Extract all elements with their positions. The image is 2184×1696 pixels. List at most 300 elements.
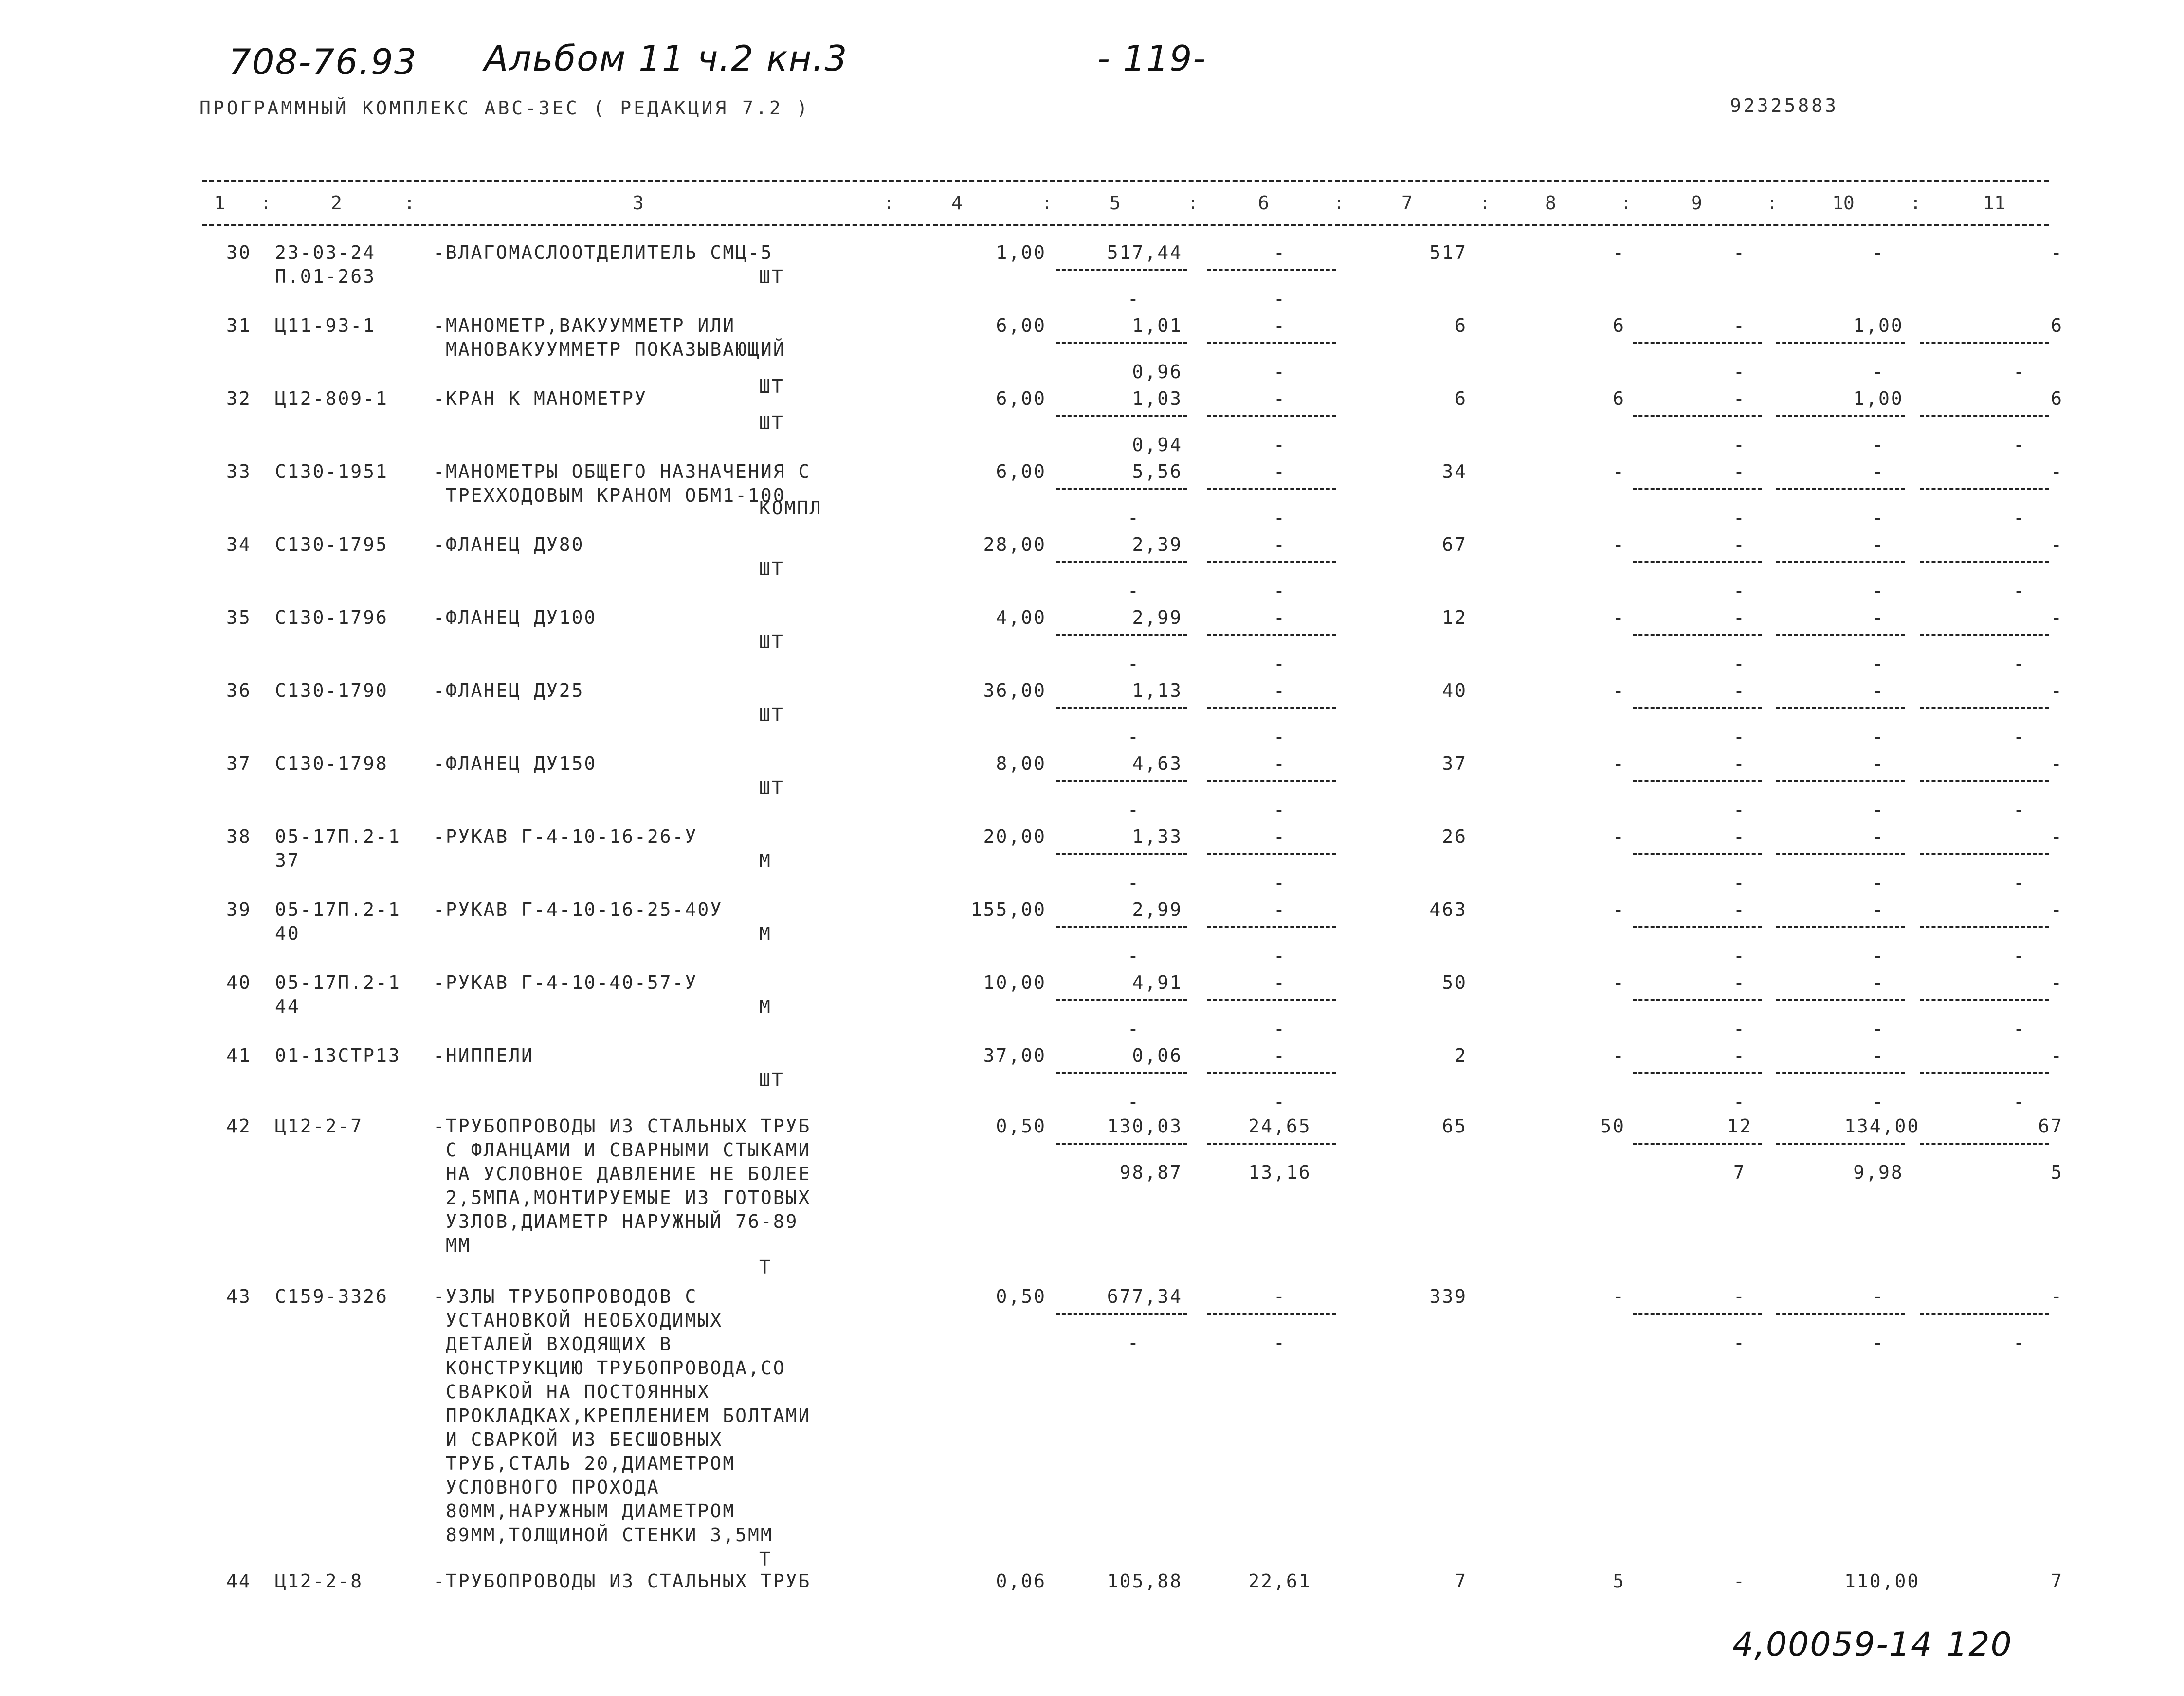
table-row	[0, 1044, 2184, 1112]
cell-underline	[1207, 488, 1336, 490]
col9-sub-value: -	[1733, 507, 1746, 529]
item-name: -ТРУБОПРОВОДЫ ИЗ СТАЛЬНЫХ ТРУБ	[433, 1570, 811, 1592]
col-sep: :	[1620, 192, 1632, 214]
col-header-10: 10	[1832, 192, 1855, 214]
col5-sub-value: -	[1128, 507, 1140, 529]
col6-value: -	[1274, 680, 1286, 701]
col10-sub-value: -	[1872, 1332, 1885, 1353]
cell-underline	[1920, 634, 2049, 636]
unit-label: Т	[759, 1549, 772, 1570]
col5-sub-value: -	[1128, 1091, 1140, 1112]
col6-value: -	[1274, 1045, 1286, 1066]
col6-sub-value: -	[1274, 434, 1286, 456]
table-row	[0, 971, 2184, 1039]
quantity: 36,00	[983, 680, 1046, 701]
col10-value: -	[1872, 826, 1885, 847]
table-row	[0, 387, 2184, 455]
col5-value: 130,03	[1107, 1115, 1183, 1137]
col6-value: -	[1274, 242, 1286, 263]
cell-underline	[1776, 634, 1905, 636]
col10-value: -	[1872, 534, 1885, 555]
rate-code: 01-13СТР13	[275, 1045, 401, 1066]
col11-value: -	[2051, 1286, 2063, 1307]
col9-value: -	[1733, 1045, 1746, 1066]
col10-value: -	[1872, 1045, 1885, 1066]
col9-value: -	[1733, 534, 1746, 555]
col9-sub-value: -	[1733, 580, 1746, 602]
cell-underline	[1207, 269, 1336, 271]
col8-value: -	[1613, 826, 1625, 847]
col8-value: 50	[1600, 1115, 1625, 1137]
col-header-8: 8	[1545, 192, 1556, 214]
col9-value: -	[1733, 388, 1746, 409]
row-number: 33	[226, 461, 252, 482]
col6-sub-value: -	[1274, 580, 1286, 602]
cell-underline	[1207, 561, 1336, 563]
col5-sub-value: -	[1128, 288, 1140, 310]
col10-value: 1,00	[1853, 388, 1904, 409]
col6-sub-value: -	[1274, 799, 1286, 821]
table-row	[0, 533, 2184, 601]
col-sep: :	[1041, 192, 1053, 214]
col5-value: 4,63	[1132, 753, 1183, 774]
unit-label: ШТ	[759, 376, 784, 397]
col9-sub-value: -	[1733, 1018, 1746, 1039]
col7-value: 6	[1455, 388, 1467, 409]
row-number: 42	[226, 1115, 252, 1137]
unit-label: ШТ	[759, 777, 784, 799]
col5-sub-value: -	[1128, 726, 1140, 748]
cell-underline	[1207, 707, 1336, 709]
col11-value: 67	[2038, 1115, 2063, 1137]
cell-underline	[1920, 1313, 2049, 1315]
footer-stamp: 4,00059-14	[1732, 1625, 1933, 1664]
cell-underline	[1920, 415, 2049, 417]
col10-value: -	[1872, 899, 1885, 920]
cell-underline	[1207, 415, 1336, 417]
col5-sub-value: -	[1128, 653, 1140, 675]
album-label: Альбом 11 ч.2 кн.3	[484, 38, 848, 79]
cell-underline	[1633, 1313, 1762, 1315]
col11-sub-value: 5	[2051, 1162, 2063, 1183]
unit-label: М	[759, 850, 772, 872]
col9-sub-value: -	[1733, 653, 1746, 675]
col7-value: 50	[1442, 972, 1467, 993]
col6-sub-value: -	[1274, 1091, 1286, 1112]
cell-underline	[1207, 634, 1336, 636]
col9-value: -	[1733, 826, 1746, 847]
col7-value: 517	[1429, 242, 1467, 263]
col11-value: -	[2051, 534, 2063, 555]
col6-value: -	[1274, 315, 1286, 336]
cell-underline	[1633, 342, 1762, 344]
rate-code: 05-17П.2-1 37	[275, 826, 401, 871]
item-name: -ТРУБОПРОВОДЫ ИЗ СТАЛЬНЫХ ТРУБ С ФЛАНЦАМИ И СВАРНЫМИ СТЫКАМИ НА УСЛОВНОЕ ДАВЛЕНИЕ НЕ БОЛЕЕ 2,5МПА,МОНТИРУЕМЫЕ ИЗ ГОТОВЫХ УЗЛОВ,ДИАМЕТР НАРУЖНЫЙ 76-89 ММ	[433, 1115, 811, 1256]
col11-value: -	[2051, 607, 2063, 628]
col-header-7: 7	[1401, 192, 1413, 214]
col5-value: 1,01	[1132, 315, 1183, 336]
col7-value: 339	[1429, 1286, 1467, 1307]
col8-value: -	[1613, 534, 1625, 555]
col9-sub-value: -	[1733, 726, 1746, 748]
row-number: 43	[226, 1286, 252, 1307]
col11-sub-value: -	[2013, 945, 2026, 967]
col5-sub-value: 0,94	[1132, 434, 1183, 456]
col10-value: -	[1872, 607, 1885, 628]
unit-label: ШТ	[759, 558, 784, 580]
page-number: - 119-	[1097, 38, 1207, 79]
item-name: -РУКАВ Г-4-10-16-26-У	[433, 826, 698, 847]
col6-value: 22,61	[1248, 1570, 1311, 1592]
col7-value: 2	[1455, 1045, 1467, 1066]
col6-sub-value: -	[1274, 726, 1286, 748]
col6-value: -	[1274, 461, 1286, 482]
cell-underline	[1207, 780, 1336, 782]
quantity: 6,00	[996, 315, 1046, 336]
rate-code: С130-1790	[275, 680, 388, 701]
cell-underline	[1920, 999, 2049, 1001]
col11-value: 7	[2051, 1570, 2063, 1592]
col5-value: 105,88	[1107, 1570, 1183, 1592]
item-name: -ВЛАГОМАСЛООТДЕЛИТЕЛЬ СМЦ-5	[433, 242, 773, 263]
col9-value: -	[1733, 315, 1746, 336]
cell-underline	[1633, 780, 1762, 782]
col9-value: -	[1733, 1286, 1746, 1307]
col5-value: 5,56	[1132, 461, 1183, 482]
col6-sub-value: 13,16	[1248, 1162, 1311, 1183]
cell-underline	[1056, 853, 1187, 855]
quantity: 10,00	[983, 972, 1046, 993]
col-header-1: 1	[214, 192, 225, 214]
table-row	[0, 679, 2184, 747]
col-header-5: 5	[1110, 192, 1121, 214]
col-header-2: 2	[331, 192, 342, 214]
col6-sub-value: -	[1274, 361, 1286, 383]
cell-underline	[1776, 926, 1905, 928]
cell-underline	[1776, 853, 1905, 855]
col8-value: 6	[1613, 315, 1625, 336]
quantity: 6,00	[996, 461, 1046, 482]
col11-value: 6	[2051, 388, 2063, 409]
col10-sub-value: -	[1872, 1018, 1885, 1039]
cell-underline	[1207, 1313, 1336, 1315]
col11-sub-value: -	[2013, 361, 2026, 383]
cell-underline	[1633, 1143, 1762, 1145]
quantity: 0,50	[996, 1115, 1046, 1137]
col10-sub-value: -	[1872, 799, 1885, 821]
col10-value: 134,00	[1844, 1115, 1920, 1137]
item-name: -МАНОМЕТР,ВАКУУММЕТР ИЛИ МАНОВАКУУММЕТР ПОКАЗЫВАЮЩИЙ	[433, 315, 786, 360]
col7-value: 40	[1442, 680, 1467, 701]
cell-underline	[1776, 1143, 1905, 1145]
row-number: 38	[226, 826, 252, 847]
col5-value: 2,39	[1132, 534, 1183, 555]
col6-sub-value: -	[1274, 1018, 1286, 1039]
table-row	[0, 460, 2184, 528]
col8-value: -	[1613, 899, 1625, 920]
unit-label: КОМПЛ	[759, 497, 822, 519]
col-sep: :	[1479, 192, 1491, 214]
col8-value: -	[1613, 680, 1625, 701]
col5-sub-value: -	[1128, 580, 1140, 602]
col9-value: -	[1733, 899, 1746, 920]
col11-sub-value: -	[2013, 799, 2026, 821]
col-header-9: 9	[1691, 192, 1702, 214]
col9-value: -	[1733, 242, 1746, 263]
col7-value: 34	[1442, 461, 1467, 482]
col10-sub-value: -	[1872, 507, 1885, 529]
item-name: -ФЛАНЕЦ ДУ100	[433, 607, 597, 628]
col9-sub-value: -	[1733, 361, 1746, 383]
col6-value: 24,65	[1248, 1115, 1311, 1137]
cell-underline	[1776, 1313, 1905, 1315]
rate-code: Ц11-93-1	[275, 315, 376, 336]
col6-value: -	[1274, 1286, 1286, 1307]
quantity: 28,00	[983, 534, 1046, 555]
cell-underline	[1920, 488, 2049, 490]
col11-value: -	[2051, 680, 2063, 701]
col11-value: -	[2051, 753, 2063, 774]
col11-value: 6	[2051, 315, 2063, 336]
rate-code: Ц12-809-1	[275, 388, 388, 409]
col6-sub-value: -	[1274, 288, 1286, 310]
col10-value: -	[1872, 242, 1885, 263]
cell-underline	[1056, 1143, 1187, 1145]
col9-value: -	[1733, 1570, 1746, 1592]
quantity: 0,50	[996, 1286, 1046, 1307]
header-top-rule	[202, 180, 2049, 182]
col-sep: :	[260, 192, 272, 214]
col9-sub-value: -	[1733, 799, 1746, 821]
col8-value: -	[1613, 753, 1625, 774]
unit-label: ШТ	[759, 631, 784, 653]
col6-value: -	[1274, 388, 1286, 409]
col8-value: -	[1613, 461, 1625, 482]
col10-sub-value: -	[1872, 945, 1885, 967]
cell-underline	[1207, 1143, 1336, 1145]
col9-sub-value: 7	[1733, 1162, 1746, 1183]
table-row	[0, 241, 2184, 309]
table-row	[0, 1285, 2184, 1570]
cell-underline	[1776, 707, 1905, 709]
col6-value: -	[1274, 753, 1286, 774]
col7-value: 463	[1429, 899, 1467, 920]
col10-value: 1,00	[1853, 315, 1904, 336]
cell-underline	[1776, 342, 1905, 344]
quantity: 37,00	[983, 1045, 1046, 1066]
cell-underline	[1920, 853, 2049, 855]
col6-value: -	[1274, 899, 1286, 920]
col5-value: 2,99	[1132, 899, 1183, 920]
col9-sub-value: -	[1733, 434, 1746, 456]
row-number: 39	[226, 899, 252, 920]
col-header-3: 3	[633, 192, 644, 214]
cell-underline	[1207, 1072, 1336, 1074]
col5-value: 0,06	[1132, 1045, 1183, 1066]
col10-value: -	[1872, 680, 1885, 701]
table-row	[0, 825, 2184, 893]
cell-underline	[1056, 999, 1187, 1001]
row-number: 35	[226, 607, 252, 628]
row-number: 31	[226, 315, 252, 336]
cell-underline	[1920, 707, 2049, 709]
cell-underline	[1776, 561, 1905, 563]
row-number: 30	[226, 242, 252, 263]
cell-underline	[1056, 342, 1187, 344]
unit-label: М	[759, 996, 772, 1018]
cell-underline	[1207, 999, 1336, 1001]
row-number: 37	[226, 753, 252, 774]
col10-value: -	[1872, 753, 1885, 774]
item-name: -РУКАВ Г-4-10-16-25-40У	[433, 899, 723, 920]
col10-value: 110,00	[1844, 1570, 1920, 1592]
col9-value: -	[1733, 972, 1746, 993]
cell-underline	[1056, 1072, 1187, 1074]
col11-sub-value: -	[2013, 1018, 2026, 1039]
rate-code: Ц12-2-7	[275, 1115, 364, 1137]
cell-underline	[1056, 415, 1187, 417]
rate-code: С130-1795	[275, 534, 388, 555]
col9-value: -	[1733, 461, 1746, 482]
quantity: 0,06	[996, 1570, 1046, 1592]
quantity: 1,00	[996, 242, 1046, 263]
cell-underline	[1633, 561, 1762, 563]
unit-label: ШТ	[759, 266, 784, 288]
document-code: 708-76.93	[229, 41, 418, 82]
col7-value: 26	[1442, 826, 1467, 847]
cell-underline	[1207, 342, 1336, 344]
rate-code: Ц12-2-8	[275, 1570, 364, 1592]
col10-sub-value: -	[1872, 1091, 1885, 1112]
quantity: 155,00	[970, 899, 1046, 920]
cell-underline	[1207, 926, 1336, 928]
col6-sub-value: -	[1274, 1332, 1286, 1353]
cell-underline	[1633, 634, 1762, 636]
row-number: 32	[226, 388, 252, 409]
col5-value: 2,99	[1132, 607, 1183, 628]
cell-underline	[1056, 269, 1187, 271]
cell-underline	[1633, 926, 1762, 928]
cell-underline	[1920, 1072, 2049, 1074]
cell-underline	[1776, 488, 1905, 490]
col8-value: 5	[1613, 1570, 1625, 1592]
program-title: ПРОГРАММНЫЙ КОМПЛЕКС АВС-3ЕС ( РЕДАКЦИЯ 7.2 )	[200, 97, 810, 119]
cell-underline	[1633, 1072, 1762, 1074]
cell-underline	[1776, 999, 1905, 1001]
header-bottom-rule	[202, 224, 2049, 226]
col9-sub-value: -	[1733, 1091, 1746, 1112]
col11-value: -	[2051, 242, 2063, 263]
cell-underline	[1056, 561, 1187, 563]
col5-sub-value: 0,96	[1132, 361, 1183, 383]
cell-underline	[1920, 342, 2049, 344]
cell-underline	[1920, 780, 2049, 782]
table-row	[0, 1114, 2184, 1278]
col9-value: -	[1733, 680, 1746, 701]
table-row	[0, 898, 2184, 966]
col7-value: 6	[1455, 315, 1467, 336]
col-sep: :	[883, 192, 894, 214]
col11-sub-value: -	[2013, 726, 2026, 748]
col9-sub-value: -	[1733, 1332, 1746, 1353]
quantity: 6,00	[996, 388, 1046, 409]
cell-underline	[1056, 1313, 1187, 1315]
row-number: 36	[226, 680, 252, 701]
quantity: 4,00	[996, 607, 1046, 628]
cell-underline	[1633, 999, 1762, 1001]
col10-sub-value: -	[1872, 872, 1885, 894]
rate-code: С130-1796	[275, 607, 388, 628]
quantity: 8,00	[996, 753, 1046, 774]
col11-sub-value: -	[2013, 1332, 2026, 1353]
col6-sub-value: -	[1274, 945, 1286, 967]
col-sep: :	[1910, 192, 1921, 214]
col8-value: 6	[1613, 388, 1625, 409]
col8-value: -	[1613, 607, 1625, 628]
col11-sub-value: -	[2013, 653, 2026, 675]
item-name: -ФЛАНЕЦ ДУ25	[433, 680, 584, 701]
col9-value: -	[1733, 753, 1746, 774]
col8-value: -	[1613, 1045, 1625, 1066]
cell-underline	[1056, 634, 1187, 636]
rate-code: 05-17П.2-1 44	[275, 972, 401, 1017]
col5-value: 677,34	[1107, 1286, 1183, 1307]
col-sep: :	[1333, 192, 1345, 214]
col8-value: -	[1613, 242, 1625, 263]
col11-value: -	[2051, 826, 2063, 847]
col5-sub-value: -	[1128, 799, 1140, 821]
item-name: -МАНОМЕТРЫ ОБЩЕГО НАЗНАЧЕНИЯ С ТРЕХХОДОВЫМ КРАНОМ ОБМ1-100	[433, 461, 811, 506]
col7-value: 65	[1442, 1115, 1467, 1137]
cell-underline	[1633, 707, 1762, 709]
col10-sub-value: -	[1872, 653, 1885, 675]
unit-label: Т	[759, 1257, 772, 1278]
col10-sub-value: -	[1872, 580, 1885, 602]
document-number: 92325883	[1730, 95, 1839, 116]
col10-sub-value: -	[1872, 726, 1885, 748]
col11-value: -	[2051, 461, 2063, 482]
col6-sub-value: -	[1274, 872, 1286, 894]
rate-code: 23-03-24 П.01-263	[275, 242, 376, 287]
col5-sub-value: -	[1128, 945, 1140, 967]
col9-value: -	[1733, 607, 1746, 628]
col5-value: 4,91	[1132, 972, 1183, 993]
table-row	[0, 752, 2184, 820]
col5-value: 1,33	[1132, 826, 1183, 847]
cell-underline	[1056, 780, 1187, 782]
col10-value: -	[1872, 1286, 1885, 1307]
table-row	[0, 314, 2184, 397]
col11-sub-value: -	[2013, 507, 2026, 529]
row-number: 34	[226, 534, 252, 555]
cell-underline	[1920, 926, 2049, 928]
unit-label: ШТ	[759, 412, 784, 434]
footer-sheet-number: 120	[1947, 1625, 2013, 1664]
col5-sub-value: -	[1128, 872, 1140, 894]
col10-sub-value: 9,98	[1853, 1162, 1904, 1183]
cell-underline	[1056, 707, 1187, 709]
col5-sub-value: -	[1128, 1332, 1140, 1353]
row-number: 40	[226, 972, 252, 993]
col9-sub-value: -	[1733, 945, 1746, 967]
col11-sub-value: -	[2013, 1091, 2026, 1112]
col-header-11: 11	[1983, 192, 2005, 214]
cell-underline	[1056, 926, 1187, 928]
cell-underline	[1920, 1143, 2049, 1145]
col6-value: -	[1274, 534, 1286, 555]
quantity: 20,00	[983, 826, 1046, 847]
rate-code: 05-17П.2-1 40	[275, 899, 401, 944]
